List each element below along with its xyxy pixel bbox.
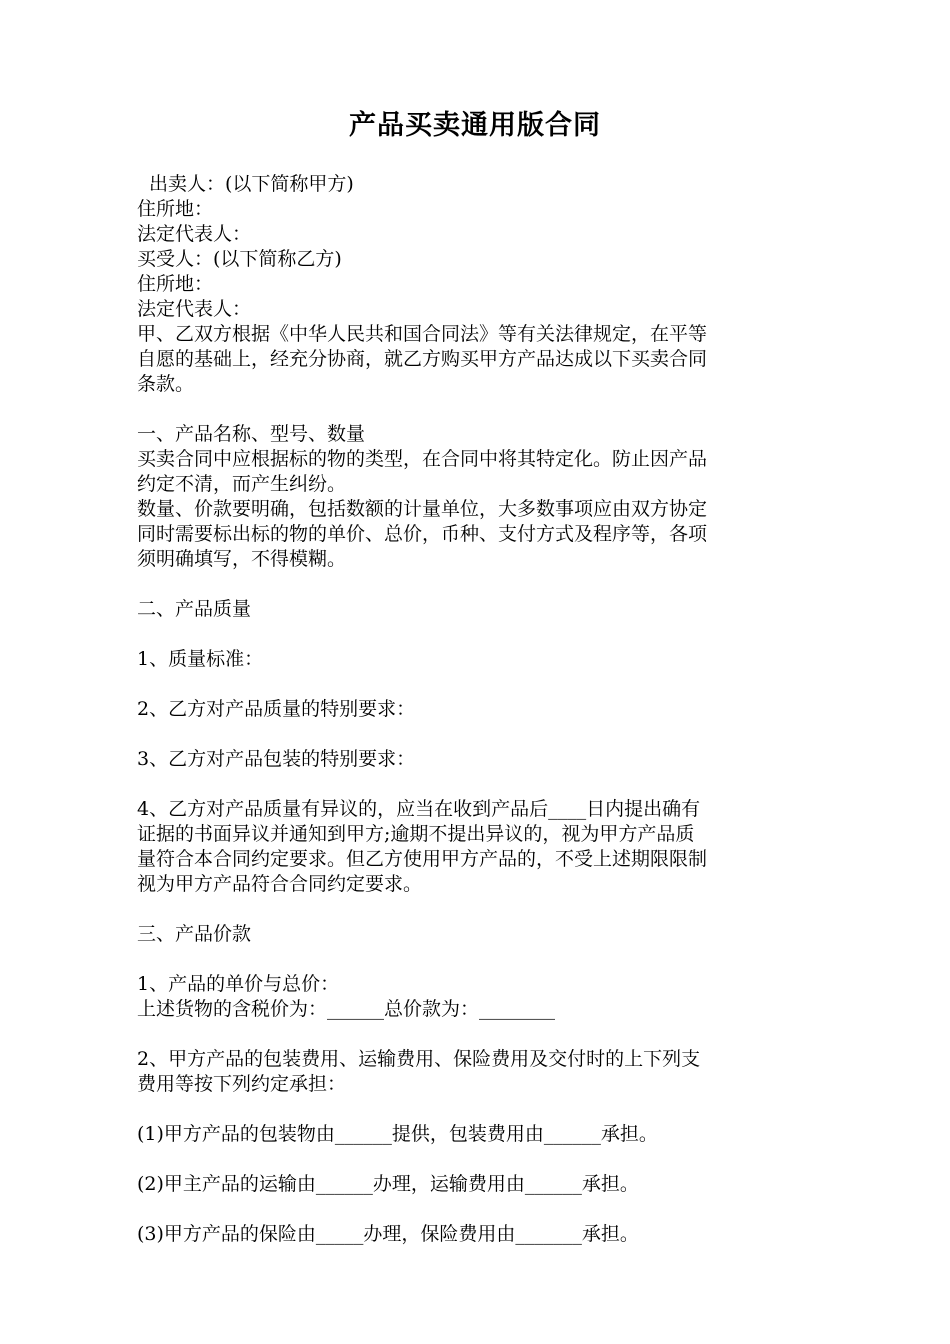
spacer (137, 1097, 817, 1122)
section-1-heading: 一、产品名称、型号、数量 (137, 423, 366, 445)
section-3 (137, 922, 817, 1247)
price-item-line: 1、产品的单价与总价： (137, 973, 340, 995)
spacer (137, 772, 817, 797)
spacer (137, 397, 817, 422)
seller-address-line: 住所地： (137, 198, 214, 220)
buyer-address-line: 住所地： (137, 273, 214, 295)
spacer (137, 572, 817, 597)
section-1-line: 数量、价款要明确，包括数额的计量单位，大多数事项应由双方协定 (137, 498, 708, 520)
seller-line: 出卖人：(以下简称甲方) (149, 173, 354, 195)
section-1 (137, 422, 817, 572)
spacer (137, 1197, 817, 1222)
transport-fee-line: (2)甲主产品的运输由______办理，运输费用由______承担。 (137, 1173, 639, 1195)
preamble-line: 自愿的基础上，经充分协商，就乙方购买甲方产品达成以下买卖合同 (137, 348, 708, 370)
preamble-line: 条款。 (137, 373, 195, 395)
document-body (137, 172, 817, 1247)
insurance-fee-line: (3)甲方产品的保险由_____办理，保险费用由_______承担。 (137, 1223, 639, 1245)
spacer (137, 622, 817, 647)
preamble-paragraph (137, 322, 817, 397)
section-1-line: 同时需要标出标的物的单价、总价，币种、支付方式及程序等，各项 (137, 523, 708, 545)
spacer (137, 722, 817, 747)
buyer-line: 买受人：(以下简称乙方) (137, 248, 342, 270)
price-item-line: 上述货物的含税价为：______总价款为：________ (137, 998, 556, 1020)
packaging-fee-line: (1)甲方产品的包装物由______提供，包装费用由______承担。 (137, 1123, 658, 1145)
buyer-representative-line: 法定代表人： (137, 298, 252, 320)
parties-block (137, 172, 817, 322)
spacer (137, 1022, 817, 1047)
quality-requirement-item: 2、乙方对产品质量的特别要求： (137, 698, 416, 720)
section-3-heading: 三、产品价款 (137, 923, 252, 945)
preamble-line: 甲、乙双方根据《中华人民共和国合同法》等有关法律规定，在平等 (137, 323, 708, 345)
quality-objection-line: 视为甲方产品符合合同约定要求。 (137, 873, 423, 895)
document-title: 产品买卖通用版合同 (349, 110, 601, 141)
quality-objection-line: 量符合本合同约定要求。但乙方使用甲方产品的，不受上述期限限制 (137, 848, 708, 870)
section-1-line: 须明确填写，不得模糊。 (137, 548, 347, 570)
section-1-line: 约定不清，而产生纠纷。 (137, 473, 347, 495)
spacer (137, 897, 817, 922)
fees-item-line: 费用等按下列约定承担： (137, 1073, 347, 1095)
section-2 (137, 597, 817, 897)
seller-representative-line: 法定代表人： (137, 223, 252, 245)
section-2-heading: 二、产品质量 (137, 598, 252, 620)
packaging-requirement-item: 3、乙方对产品包装的特别要求： (137, 748, 416, 770)
spacer (137, 1147, 817, 1172)
spacer (137, 672, 817, 697)
quality-standard-item: 1、质量标准： (137, 648, 264, 670)
fees-item-line: 2、甲方产品的包装费用、运输费用、保险费用及交付时的上下列支 (137, 1048, 701, 1070)
quality-objection-line: 4、乙方对产品质量有异议的，应当在收到产品后____日内提出确有 (137, 798, 701, 820)
quality-objection-line: 证据的书面异议并通知到甲方;逾期不提出异议的，视为甲方产品质 (137, 823, 695, 845)
section-1-line: 买卖合同中应根据标的物的类型，在合同中将其特定化。防止因产品 (137, 448, 708, 470)
spacer (137, 947, 817, 972)
